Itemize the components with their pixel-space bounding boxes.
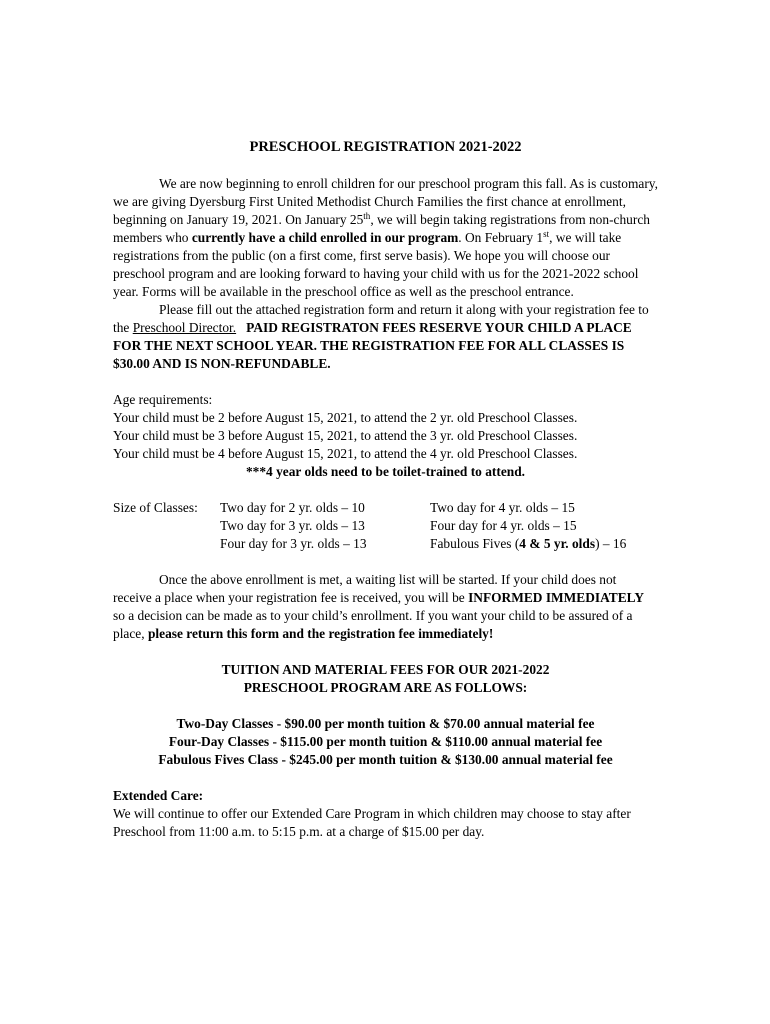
waiting-bold-informed: INFORMED IMMEDIATELY — [468, 590, 645, 605]
intro-text-2: , we will begin taking registrations from non-church members who — [113, 212, 650, 245]
class-sizes-label: Size of Classes: — [113, 500, 198, 515]
fee-text-1: Please fill out the attached registration form and return it along with your registration fee to the — [113, 302, 649, 335]
toilet-trained-note: ***4 year olds need to be toilet-trained to attend. — [245, 464, 526, 479]
document-page — [113, 138, 658, 841]
waiting-bold-return: please return this form and the registration fee immediately! — [147, 626, 494, 641]
age-heading: Age requirements: — [113, 392, 213, 407]
fab-pre: Fabulous Fives ( — [430, 536, 520, 551]
class-sizes-left-column — [220, 499, 430, 553]
age-line-4yr: Your child must be 4 before August 15, 2021, to attend the 4 yr. old Preschool Classes. — [113, 446, 578, 461]
fab-bold: 4 & 5 yr. olds — [519, 536, 596, 551]
age-line-2yr: Your child must be 2 before August 15, 2021, to attend the 2 yr. old Preschool Classes. — [113, 410, 578, 425]
class-size-item: Two day for 2 yr. olds – 10 — [220, 500, 365, 515]
fee-paragraph — [113, 301, 658, 373]
extended-care-text: We will continue to offer our Extended Care Program in which children may choose to stay after Preschool from 11:00 a.m. to 5:15 p.m. at a charge of $15.00 per day. — [113, 806, 631, 839]
waiting-list-paragraph — [113, 571, 658, 643]
spacer — [113, 697, 658, 715]
tuition-line-four-day: Four-Day Classes - $115.00 per month tuition & $110.00 annual material fee — [168, 734, 603, 749]
fee-bold-notice: PAID REGISTRATON FEES RESERVE YOUR CHILD A PLACE FOR THE NEXT SCHOOL YEAR. THE REGISTRATION FEE FOR ALL CLASSES IS $30.00 AND IS NON-REFUNDABLE. — [113, 320, 632, 371]
class-sizes-table — [113, 499, 658, 553]
age-line-3yr: Your child must be 3 before August 15, 2021, to attend the 3 yr. old Preschool Classes. — [113, 428, 578, 443]
extended-care-heading: Extended Care: — [113, 788, 204, 803]
spacer — [113, 643, 658, 661]
class-size-item: Four day for 4 yr. olds – 15 — [430, 518, 577, 533]
class-size-item: Two day for 3 yr. olds – 13 — [220, 518, 365, 533]
waiting-text-1: Once the above enrollment is met, a waiting list will be started. If your child does not receive a place when your registration fee is received, you will be — [113, 572, 617, 605]
class-size-item-fabulous-fives — [430, 535, 658, 553]
class-size-item: Two day for 4 yr. olds – 15 — [430, 500, 575, 515]
spacer — [113, 481, 658, 499]
spacer — [113, 373, 658, 391]
intro-bold-enrolled: currently have a child enrolled in our program — [191, 230, 459, 245]
intro-text-1: We are now beginning to enroll children for our preschool program this fall. As is customary, we are giving Dyersburg First United Methodist Church Families the first chance at enrollment, beginning on January 19, 2021. On January 25 — [113, 176, 658, 227]
class-size-item: Four day for 3 yr. olds – 13 — [220, 536, 367, 551]
tuition-line-two-day: Two-Day Classes - $90.00 per month tuition & $70.00 annual material fee — [176, 716, 595, 731]
class-sizes-right-column — [430, 499, 658, 553]
intro-paragraph — [113, 175, 658, 301]
intro-text-4: , we will take registrations from the public (on a first come, first serve basis). We hope you will choose our preschool program and are looking forward to having your child with us for the 2021-2022 school year. Forms will be available in the preschool office as well as the preschool entrance. — [113, 230, 639, 299]
fab-post: ) – 16 — [595, 536, 627, 551]
waiting-text-2: so a decision can be made as to your child’s enrollment. If you want your child to be assured of a place, — [113, 608, 633, 641]
intro-text-3: . On February 1 — [458, 230, 544, 245]
preschool-director-link: Preschool Director. — [132, 320, 237, 335]
tuition-heading-2: PRESCHOOL PROGRAM ARE AS FOLLOWS: — [243, 680, 528, 695]
page-title: PRESCHOOL REGISTRATION 2021-2022 — [249, 139, 522, 155]
intro-superscript-st: st — [543, 229, 550, 239]
intro-superscript-th: th — [363, 211, 371, 221]
spacer — [113, 769, 658, 787]
spacer — [113, 553, 658, 571]
tuition-heading-1: TUITION AND MATERIAL FEES FOR OUR 2021-2022 — [221, 662, 550, 677]
tuition-line-fabulous-fives: Fabulous Fives Class - $245.00 per month tuition & $130.00 annual material fee — [158, 752, 613, 767]
